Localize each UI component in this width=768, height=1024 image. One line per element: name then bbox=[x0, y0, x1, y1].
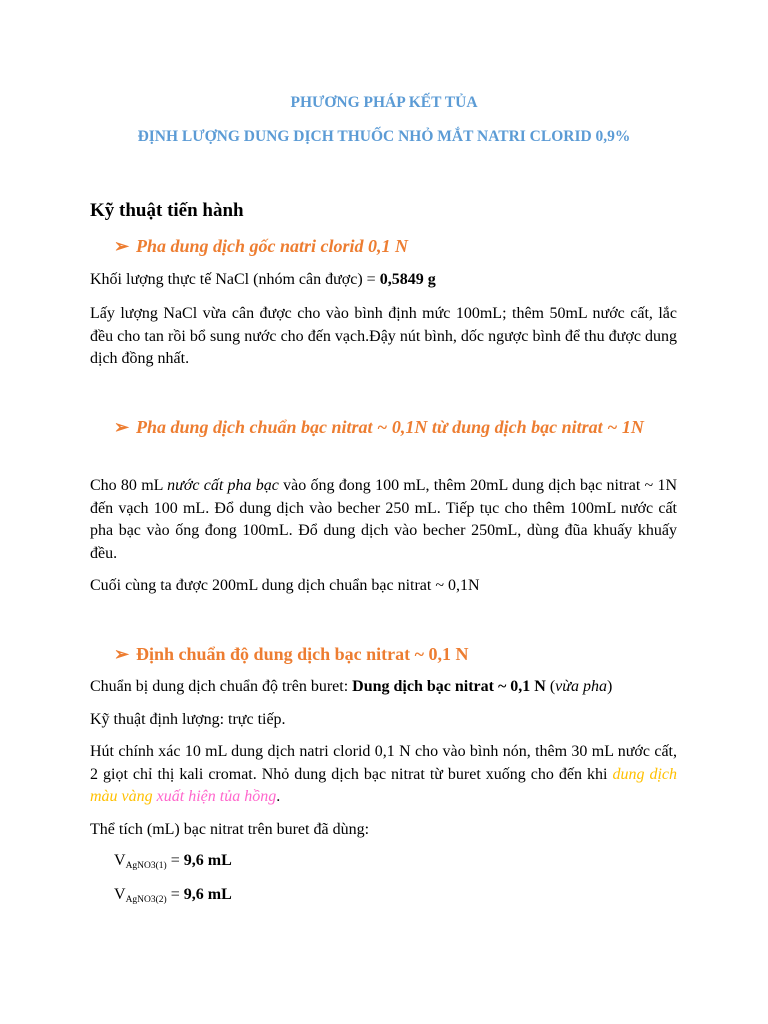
volume-equals: = bbox=[166, 886, 184, 903]
dilution-text-post: vào ống đong 100 mL, thêm 20mL dung dịch bạc nitrat ~ 1N đến vạch 100 mL. Đổ dung dịch vào becher 250 mL. Tiếp tục cho thêm 100mL nước cất pha bạc vào ống đong 100mL. Đổ dung dịch vào becher 250mL, dùng đũa khuấy khuấy đều. bbox=[90, 477, 678, 562]
volume-equals: = bbox=[166, 852, 184, 869]
technique-line: Kỹ thuật định lượng: trực tiếp. bbox=[90, 711, 286, 728]
mass-value: 0,5849 g bbox=[379, 271, 436, 288]
document-title-line1: PHƯƠNG PHÁP KẾT TỦA bbox=[290, 94, 478, 111]
paragraph-titration-procedure bbox=[90, 741, 677, 809]
bullet-heading-text: Pha dung dịch chuẩn bạc nitrat ~ 0,1N từ dung dịch bạc nitrat ~ 1N bbox=[136, 417, 644, 437]
document-title-line2: ĐỊNH LƯỢNG DUNG DỊCH THUỐC NHỎ MẮT NATRI CLORID 0,9% bbox=[137, 128, 631, 145]
paragraph-dilution-procedure bbox=[90, 475, 677, 565]
prep-close: ) bbox=[607, 678, 613, 695]
volume-subscript: AgNO3(2) bbox=[125, 895, 167, 905]
mass-label: Khối lượng thực tế NaCl (nhóm cân được) = bbox=[90, 271, 380, 288]
prep-line bbox=[90, 676, 677, 699]
volume-formula-2 bbox=[114, 886, 232, 905]
arrow-bullet-icon: ➢ bbox=[114, 417, 130, 437]
paragraph-result: Cuối cùng ta được 200mL dung dịch chuẩn bạc nitrat ~ 0,1N bbox=[90, 577, 480, 594]
volume-subscript: AgNO3(1) bbox=[125, 861, 167, 871]
pink-highlight-text: xuất hiện tủa hồng bbox=[156, 788, 277, 805]
volume-symbol: V bbox=[114, 886, 126, 903]
procedure-end: . bbox=[276, 788, 281, 805]
bullet-heading-stock-solution bbox=[114, 234, 684, 258]
section-heading: Kỹ thuật tiến hành bbox=[90, 200, 244, 221]
paragraph-stock-procedure: Lấy lượng NaCl vừa cân được cho vào bình định mức 100mL; thêm 50mL nước cất, lắc đều cho tan rồi bổ sung nước cho đến vạch.Đậy nút bình, dốc ngược bình để thu được dung dịch đồng nhất. bbox=[90, 305, 677, 367]
prep-italic: vừa pha bbox=[555, 678, 607, 695]
prep-label: Chuẩn bị dung dịch chuẩn độ trên buret: bbox=[90, 678, 353, 695]
arrow-bullet-icon: ➢ bbox=[114, 236, 130, 256]
yellow-highlight-text: dung dịch màu vàng bbox=[90, 765, 677, 805]
bullet-heading-standardization bbox=[114, 642, 684, 666]
volume-label: Thể tích (mL) bạc nitrat trên buret đã dùng: bbox=[90, 821, 370, 838]
dilution-text-italic: nước cất pha bạc bbox=[167, 477, 279, 494]
prep-open: ( bbox=[545, 678, 556, 695]
procedure-text: Hút chính xác 10 mL dung dịch natri clorid 0,1 N cho vào bình nón, thêm 30 mL nước cất, 2 giọt chỉ thị kali cromat. Nhỏ dung dịch bạc nitrat từ buret xuống cho đến khi bbox=[90, 743, 677, 783]
arrow-bullet-icon: ➢ bbox=[114, 644, 130, 664]
volume-symbol: V bbox=[114, 852, 126, 869]
dilution-text-pre: Cho 80 mL bbox=[90, 477, 168, 494]
bullet-heading-text: Định chuẩn độ dung dịch bạc nitrat ~ 0,1 N bbox=[136, 644, 469, 664]
volume-formula-1 bbox=[114, 852, 232, 871]
volume-value: 9,6 mL bbox=[183, 886, 232, 903]
bullet-heading-standard-solution bbox=[114, 415, 684, 439]
bullet-heading-text: Pha dung dịch gốc natri clorid 0,1 N bbox=[136, 236, 409, 256]
volume-value: 9,6 mL bbox=[183, 852, 232, 869]
mass-line bbox=[90, 269, 677, 292]
prep-bold: Dung dịch bạc nitrat ~ 0,1 N bbox=[352, 678, 546, 695]
